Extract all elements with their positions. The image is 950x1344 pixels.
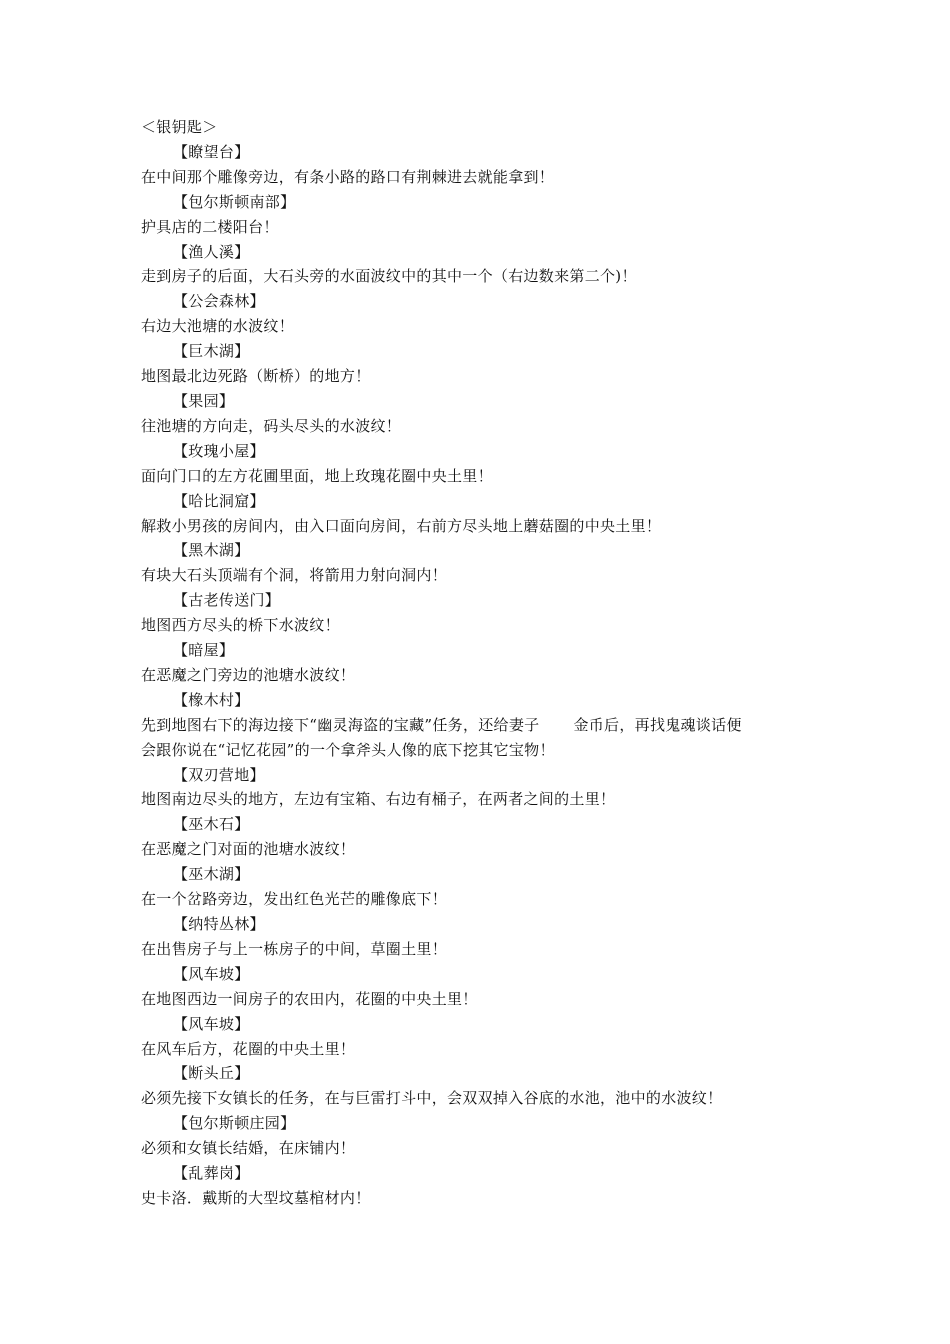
section-heading: 【风车坡】 <box>173 1014 250 1033</box>
document-title: ＜银钥匙＞ <box>141 118 218 136</box>
section-text: 右边大池塘的水波纹！ <box>141 317 295 336</box>
section-text <box>141 713 831 738</box>
section-heading: 【巫木石】 <box>173 815 250 834</box>
section-heading: 【玫瑰小屋】 <box>173 441 265 460</box>
section-text: 地图西方尽头的桥下水波纹！ <box>141 616 340 635</box>
section-text: 地图最北边死路（断桥）的地方！ <box>141 367 371 386</box>
section-text: 地图南边尽头的地方，左边有宝箱、右边有桶子，在两者之间的土里！ <box>141 790 616 809</box>
section-heading: 【风车坡】 <box>173 964 250 983</box>
section-heading: 【双刃营地】 <box>173 765 265 784</box>
section-text: 在恶魔之门旁边的池塘水波纹！ <box>141 665 356 684</box>
section-text: 在出售房子与上一栋房子的中间，草圈土里！ <box>141 939 448 958</box>
document-body <box>141 115 831 1211</box>
section-text: 有块大石头顶端有个洞，将箭用力射向洞内！ <box>141 566 448 585</box>
section-text: 必须先接下女镇长的任务，在与巨雷打斗中，会双双掉入谷底的水池，池中的水波纹！ <box>141 1089 723 1108</box>
section-text: 往池塘的方向走，码头尽头的水波纹！ <box>141 416 402 435</box>
section-heading: 【果园】 <box>173 391 235 410</box>
section-text: 在地图西边一间房子的农田内，花圈的中央土里！ <box>141 989 478 1008</box>
section-text: 在中间那个雕像旁边，有条小路的路口有荆棘进去就能拿到！ <box>141 167 555 186</box>
section-heading: 【橡木村】 <box>173 690 250 709</box>
section-text: 在一个岔路旁边，发出红色光芒的雕像底下！ <box>141 890 448 909</box>
section-heading: 【包尔斯顿南部】 <box>173 192 296 211</box>
section-text-part: 金币后，再找鬼魂谈话便 <box>573 715 742 734</box>
section-heading: 【包尔斯顿庄园】 <box>173 1114 296 1133</box>
section-text: 解救小男孩的房间内，由入口面向房间，右前方尽头地上蘑菇圈的中央土里！ <box>141 516 662 535</box>
section-text: 护具店的二楼阳台！ <box>141 217 279 236</box>
section-heading: 【断头丘】 <box>173 1064 250 1083</box>
section-heading: 【渔人溪】 <box>173 242 250 261</box>
section-text: 必须和女镇长结婚，在床铺内！ <box>141 1139 356 1158</box>
section-text: 在恶魔之门对面的池塘水波纹！ <box>141 840 356 859</box>
section-heading: 【瞭望台】 <box>173 142 250 161</box>
section-heading: 【公会森林】 <box>173 292 265 311</box>
section-heading: 【巫木湖】 <box>173 865 250 884</box>
section-heading: 【巨木湖】 <box>173 342 250 361</box>
section-text: 史卡洛．戴斯的大型坟墓棺材内！ <box>141 1188 371 1207</box>
section-heading: 【纳特丛林】 <box>173 915 265 933</box>
section-heading: 【黑木湖】 <box>173 541 250 560</box>
section-text: 走到房子的后面，大石头旁的水面波纹中的其中一个（右边数来第二个)！ <box>141 267 637 286</box>
section-heading: 【古老传送门】 <box>173 591 281 610</box>
section-text: 面向门口的左方花圃里面，地上玫瑰花圈中央土里！ <box>141 466 493 485</box>
section-text-part: 先到地图右下的海边接下“幽灵海盗的宝藏”任务，还给妻子 <box>141 715 540 734</box>
section-text: 会跟你说在“记忆花园”的一个拿斧头人像的底下挖其它宝物！ <box>141 740 555 759</box>
section-text: 在风车后方，花圈的中央土里！ <box>141 1039 356 1058</box>
section-heading: 【暗屋】 <box>173 641 235 660</box>
section-heading: 【乱葬岗】 <box>173 1164 250 1183</box>
section-heading: 【哈比洞窟】 <box>173 491 265 510</box>
